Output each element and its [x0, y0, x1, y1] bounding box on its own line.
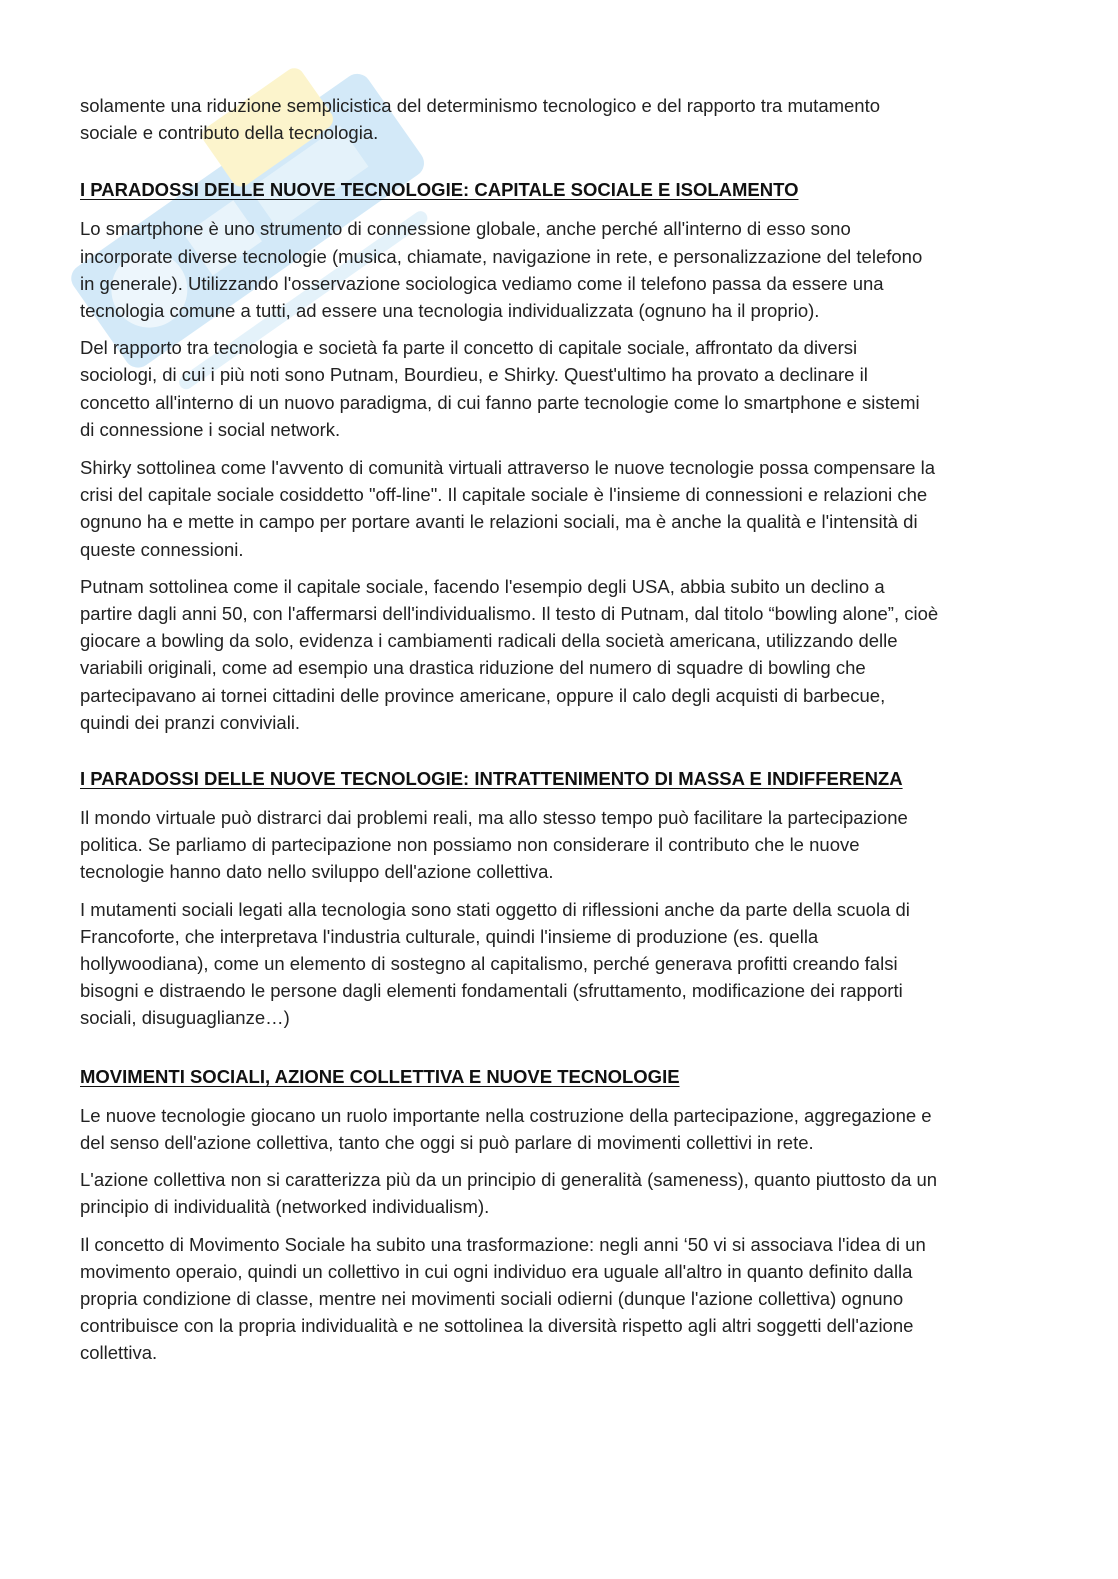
section-heading: I PARADOSSI DELLE NUOVE TECNOLOGIE: INTRATTENIMENTO DI MASSA E INDIFFERENZA: [80, 768, 903, 790]
paragraph: L'azione collettiva non si caratterizza più da un principio di generalità (sameness), quanto piuttosto da un principio di individualità (networked individualism).: [80, 1169, 938, 1218]
paragraph: solamente una riduzione semplicistica del determinismo tecnologico e del rapporto tra mutamento sociale e contributo della tecnologia.: [80, 95, 881, 144]
paragraph: Putnam sottolinea come il capitale sociale, facendo l'esempio degli USA, abbia subito un declino a partire dagli anni 50, con l'affermarsi dell'individualismo. Il testo di Putnam, dal titolo “bowling alone”, cioè giocare a bowling da solo, evidenza i cambiamenti radicali della società americana, utilizzando delle variabili originali, come ad esempio una drastica riduzione del numero di squadre di bowling che partecipavano ai tornei cittadini delle province americane, oppure il calo degli acquisti di barbecue, quindi dei pranzi conviviali.: [80, 575, 939, 733]
paragraph: Il mondo virtuale può distrarci dai problemi reali, ma allo stesso tempo può facilitare la partecipazione politica. Se parliamo di partecipazione non possiamo non considerare il contributo che le nuove tecnologie hanno dato nello sviluppo dell'azione collettiva.: [80, 807, 908, 883]
section-heading: MOVIMENTI SOCIALI, AZIONE COLLETTIVA E NUOVE TECNOLOGIE: [80, 1065, 680, 1087]
paragraph: Del rapporto tra tecnologia e società fa parte il concetto di capitale sociale, affrontato da diversi sociologi, di cui i più noti sono Putnam, Bourdieu, e Shirky. Quest'ultimo ha provato a declinare il concetto all'interno di un nuovo paradigma, di cui fanno parte tecnologie come lo smartphone e sistemi di connessione i social network.: [80, 337, 920, 440]
document-body: [80, 92, 1040, 1367]
paragraph: I mutamenti sociali legati alla tecnologia sono stati oggetto di riflessioni anche da parte della scuola di Francoforte, che interpretava l'industria culturale, quindi l'insieme di produzione (es. quella hollywoodiana), come un elemento di sostegno al capitalismo, perché generava profitti creando falsi bisogni e distraendo le persone dagli elementi fondamentali (sfruttamento, modificazione dei rapporti sociali, disuguaglianze…): [80, 898, 910, 1029]
paragraph: Le nuove tecnologie giocano un ruolo importante nella costruzione della partecipazione, aggregazione e del senso dell'azione collettiva, tanto che oggi si può parlare di movimenti collettivi in rete.: [80, 1104, 932, 1153]
paragraph: Il concetto di Movimento Sociale ha subito una trasformazione: negli anni ‘50 vi si associava l'idea di un movimento operaio, quindi un collettivo in cui ogni individuo era uguale all'altro in quanto definito dalla propria condizione di classe, mentre nei movimenti sociali odierni (dunque l'azione collettiva) ognuno contribuisce con la propria individualità e ne sottolinea la diversità rispetto agli altri soggetti dell'azione collettiva.: [80, 1233, 926, 1364]
paragraph: Lo smartphone è uno strumento di connessione globale, anche perché all'interno di esso sono incorporate diverse tecnologie (musica, chiamate, navigazione in rete, e personalizzazione del telefono in generale). Utilizzando l'osservazione sociologica vediamo come il telefono passa da essere una tecnologia comune a tutti, ad essere una tecnologia individualizzata (ognuno ha il proprio).: [80, 218, 923, 322]
paragraph: Shirky sottolinea come l'avvento di comunità virtuali attraverso le nuove tecnologie possa compensare la crisi del capitale sociale cosiddetto "off-line". Il capitale sociale è l'insieme di connessioni e relazioni che ognuno ha e mette in campo per portare avanti le relazioni sociali, ma è anche la qualità e l'intensità di queste connessioni.: [80, 457, 935, 560]
section-heading: I PARADOSSI DELLE NUOVE TECNOLOGIE: CAPITALE SOCIALE E ISOLAMENTO: [80, 179, 799, 201]
